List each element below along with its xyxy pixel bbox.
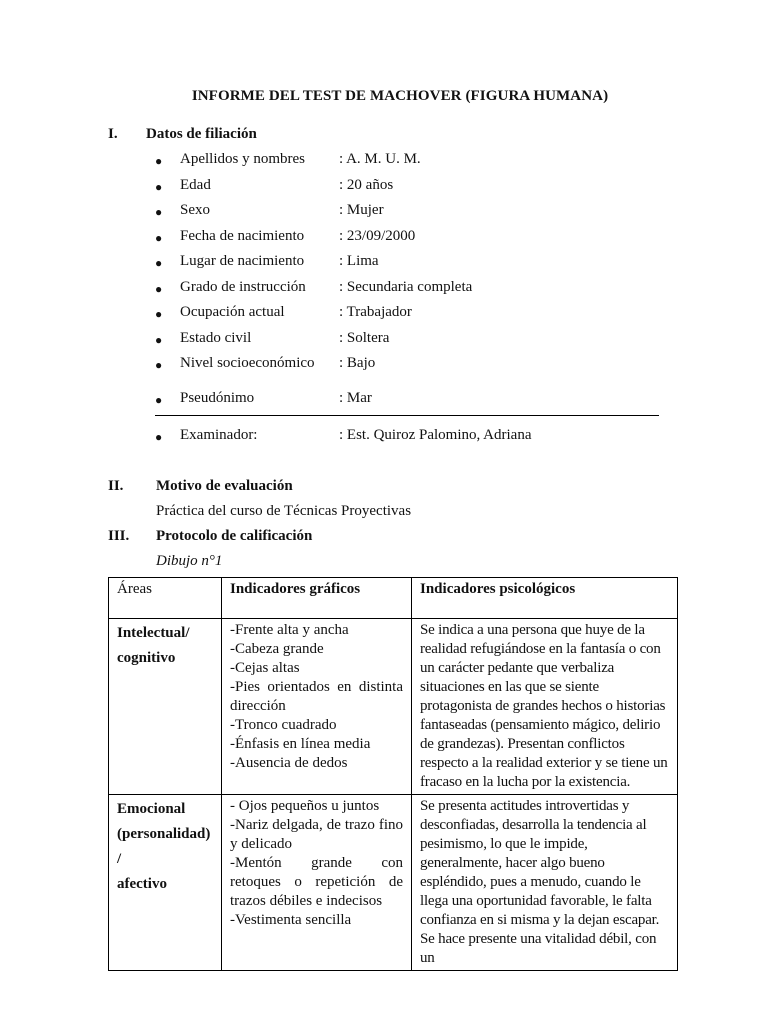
graphic-indicator: - Ojos pequeños u juntos: [230, 798, 380, 814]
area-label: Emocional: [117, 801, 186, 817]
field-value-nombres: : A. M. U. M.: [339, 151, 421, 167]
field-label-lugar-nacimiento: Lugar de nacimiento: [180, 253, 305, 269]
graphic-indicator: -Tronco cuadrado: [230, 717, 337, 733]
table-cell-area: [109, 795, 222, 971]
section1-title: Datos de filiación: [146, 126, 257, 142]
graphic-indicator: -Nariz delgada, de trazo fino y delicado: [230, 817, 403, 852]
graphic-indicator: -Énfasis en línea media: [230, 736, 371, 752]
field-label-pseudonimo: Pseudónimo: [180, 390, 255, 406]
bullet-icon: ●: [155, 256, 163, 270]
table-row: [109, 795, 678, 971]
bullet-icon: ●: [155, 282, 163, 296]
protocol-table: [108, 577, 678, 971]
table-cell-graficos: [222, 795, 412, 971]
bullet-icon: ●: [155, 180, 163, 194]
graphic-indicator: -Frente alta y ancha: [230, 622, 349, 638]
section3-title: Protocolo de calificación: [156, 528, 313, 544]
table-header-graficos: Indicadores gráficos: [222, 578, 412, 619]
field-label-examinador: Examinador:: [180, 427, 258, 443]
bullet-icon: ●: [155, 358, 163, 372]
field-value-sexo: : Mujer: [339, 202, 384, 218]
table-header-psicologicos: Indicadores psicológicos: [412, 578, 678, 619]
section2-text: Práctica del curso de Técnicas Proyectivas: [156, 503, 412, 519]
bullet-icon: ●: [155, 307, 163, 321]
table-cell-psicologicos: Se indica a una persona que huye de la realidad refugiándose en la fantasía o con un carácter pedante que verbaliza situaciones en las que se siente protagonista de grandes hechos o historias fantaseadas (pensamiento mágico, delirio de grandezas). Presentan conflictos respecto a la realidad exterior y se tiene un fracaso en la lucha por la existencia.: [412, 619, 678, 795]
section3-number: III.: [108, 528, 130, 544]
area-label: afectivo: [117, 876, 167, 892]
field-value-ocupacion: : Trabajador: [339, 304, 412, 320]
field-value-estado-civil: : Soltera: [339, 330, 390, 346]
field-label-nombres: Apellidos y nombres: [180, 151, 305, 167]
field-label-grado-instruccion: Grado de instrucción: [180, 279, 306, 295]
drawing-subtitle: Dibujo n°1: [156, 553, 223, 569]
field-value-nivel-socioeconomico: : Bajo: [339, 355, 376, 371]
bullet-icon: ●: [155, 393, 163, 407]
graphic-indicator: -Vestimenta sencilla: [230, 912, 352, 928]
table-cell-psicologicos: Se presenta actitudes introvertidas y desconfiadas, desarrolla la tendencia al pesimismo, lo que le impide, generalmente, hacer algo bueno espléndido, pues a menudo, cuando le llega una oportunidad favorable, le falta confianza en si misma y la dejan escapar. Se hace presente una vitalidad débil, con un: [412, 795, 678, 971]
field-value-edad: : 20 años: [339, 177, 394, 193]
field-value-lugar-nacimiento: : Lima: [339, 253, 379, 269]
field-value-grado-instruccion: : Secundaria completa: [339, 279, 473, 295]
area-label: cognitivo: [117, 650, 176, 666]
bullet-icon: ●: [155, 430, 163, 444]
bullet-icon: ●: [155, 333, 163, 347]
horizontal-rule: [155, 415, 659, 416]
area-label: (personalidad): [117, 826, 211, 842]
graphic-indicator: -Pies orientados en distinta dirección: [230, 679, 403, 714]
graphic-indicator: -Ausencia de dedos: [230, 755, 348, 771]
area-label: Intelectual/: [117, 625, 190, 641]
area-label: /: [117, 851, 122, 867]
table-row: [109, 619, 678, 795]
field-label-fecha-nacimiento: Fecha de nacimiento: [180, 228, 305, 244]
table-header-row: [109, 578, 678, 619]
field-value-fecha-nacimiento: : 23/09/2000: [339, 228, 416, 244]
table-cell-area: [109, 619, 222, 795]
field-value-examinador: : Est. Quiroz Palomino, Adriana: [339, 427, 532, 443]
document-title: INFORME DEL TEST DE MACHOVER (FIGURA HUMANA): [191, 88, 609, 104]
field-label-edad: Edad: [180, 177, 211, 193]
field-value-pseudonimo: : Mar: [339, 390, 372, 406]
bullet-icon: ●: [155, 154, 163, 168]
section2-title: Motivo de evaluación: [156, 478, 293, 494]
graphic-indicator: -Cabeza grande: [230, 641, 324, 657]
graphic-indicator: -Cejas altas: [230, 660, 300, 676]
table-header-areas: Áreas: [109, 578, 222, 619]
field-label-sexo: Sexo: [180, 202, 210, 218]
graphic-indicator: -Mentón grande con retoques o repetición de trazos débiles e indecisos: [230, 855, 403, 909]
field-label-nivel-socioeconomico: Nivel socioeconómico: [180, 355, 315, 371]
section2-number: II.: [108, 478, 124, 494]
section1-number: I.: [108, 126, 118, 142]
bullet-icon: ●: [155, 205, 163, 219]
table-cell-graficos: [222, 619, 412, 795]
field-label-ocupacion: Ocupación actual: [180, 304, 285, 320]
field-label-estado-civil: Estado civil: [180, 330, 252, 346]
bullet-icon: ●: [155, 231, 163, 245]
